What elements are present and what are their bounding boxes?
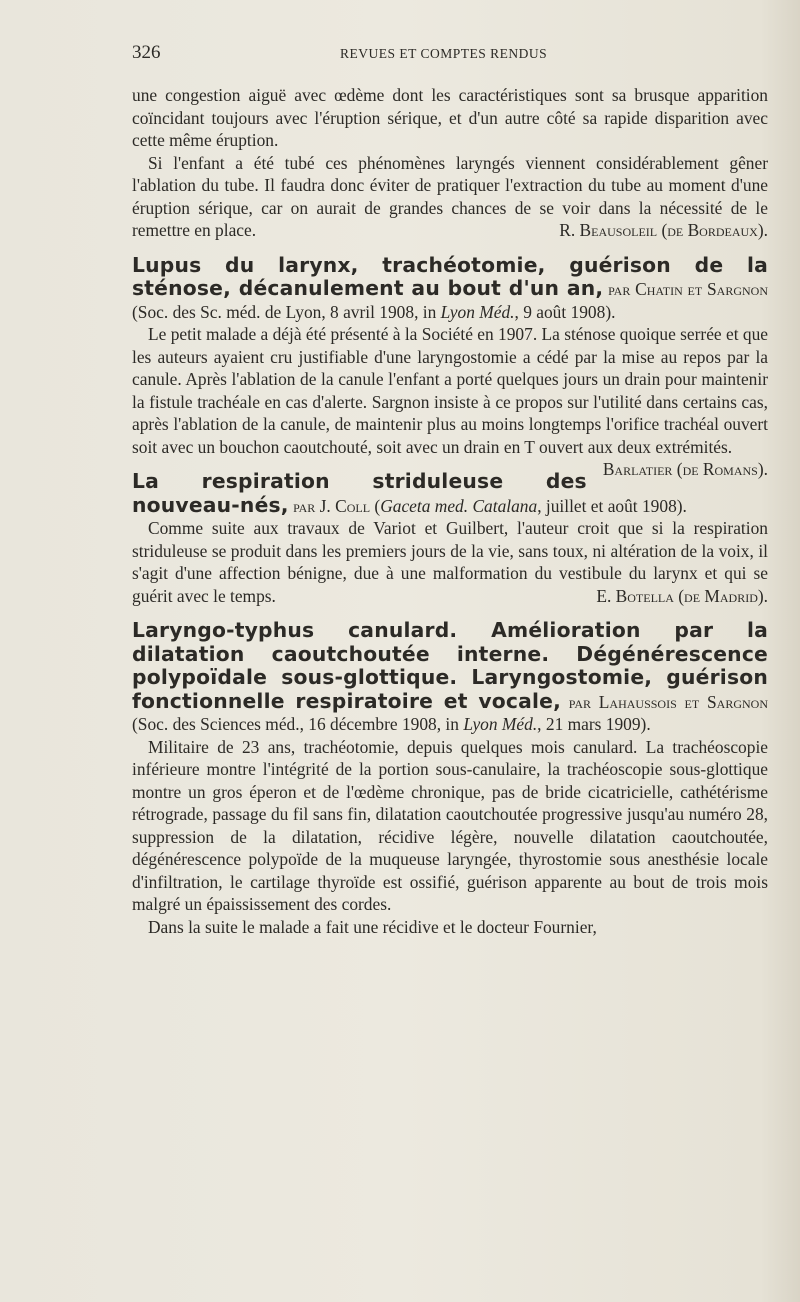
article-body-text: Le petit malade a déjà été présenté à la Société en 1907. La sténose quoique serrée et que les auteurs ayaient cru justifiable d'une laryngostomie a cédé par la mise au repos par la canule. Après l'ablation de la canule l'enfant a porté quelques jours un drain pour maintenir la fistule trachéale en cas d'alerte. Sargnon insiste à ce propos sur l'utilité dans certains cas, après l'ablation de la canule, de maintenir plus au moins longtemps l'orifice trachéal ouvert soit avec un bouchon caoutchouté, soit avec un drain en T ouvert aux deux extrémités. bbox=[132, 324, 768, 457]
article-source-pre: ( bbox=[374, 495, 381, 516]
article-body bbox=[132, 323, 768, 479]
intro-paragraph-1: une congestion aiguë avec œdème dont les caractéristiques sont sa brusque apparition coïncidant toujours avec l'éruption sérique, et d'un autre côté sa rapide disparition avec cette même éruption. bbox=[132, 85, 768, 150]
article-signature: E. Botella (de Madrid). bbox=[596, 585, 768, 606]
intro-paragraph-2 bbox=[132, 152, 768, 242]
article-body bbox=[132, 517, 768, 607]
article-source-post: , 21 mars 1909). bbox=[537, 714, 651, 734]
article-body: Militaire de 23 ans, trachéotomie, depuis quelques mois canulard. La trachéoscopie inférieure montre l'intégrité de la portion sous-canulaire, la trachéoscopie sous-glottique montre un gros éperon et de l'œdème chronique, pas de bride cicatricielle, cathétérisme rétrograde, passage du fil sans fin, dilatation caoutchoutée progressive jusqu'au numéro 28, suppression de la dilatation, récidive légère, nouvelle dilatation caoutchoutée, dégénérescence polypoïde de la muqueuse laryngée, thyrostomie sous anesthésie locale d'infiltration, le cartilage thyroïde est ossifié, guérison apparente au bout de trois mois malgré un épaississement des cordes. bbox=[132, 736, 768, 914]
article-source-journal: Lyon Méd. bbox=[463, 714, 538, 734]
article-source-post: , 9 août 1908). bbox=[514, 301, 616, 322]
article-title: La respiration striduleuse des nouveau-nés, bbox=[132, 469, 587, 517]
intro-paragraph-2-text: Si l'enfant a été tubé ces phénomènes laryngés viennent considérablement gêner l'ablation du tube. Il faudra donc éviter de pratiquer l'extraction du tube au moment d'une éruption sérique, car on aurait de grandes chances de se voir dans la nécessité de le remettre en place. bbox=[132, 152, 768, 240]
article-authors: par Lahaussois et Sargnon bbox=[568, 691, 768, 712]
page-header bbox=[132, 42, 768, 66]
article-heading bbox=[132, 619, 768, 736]
article-body-text: Comme suite aux travaux de Variot et Guilbert, l'auteur croit que si la respiration striduleuse se produit dans les premiers jours de la vie, sans toux, ni altération de la voix, il s'agit d'une affection bénigne, due à une malformation du vestibule du larynx et qui se guérit avec le temps. bbox=[132, 518, 768, 606]
page-number: 326 bbox=[132, 42, 161, 63]
article-title: Laryngo-typhus canulard. Amélioration par la dilatation caoutchoutée interne. Dégénérescence polypoïdale sous-glottique. Laryngostomie, guérison fonctionnelle respiratoire et vocale, bbox=[132, 618, 768, 713]
running-title: REVUES ET COMPTES RENDUS bbox=[340, 46, 548, 61]
article-source-post: , juillet et août 1908). bbox=[537, 495, 687, 516]
article-source-pre: (Soc. des Sciences méd., 16 décembre 1908, in bbox=[132, 714, 459, 734]
intro-signature: R. Beausoleil (de Bordeaux). bbox=[559, 220, 768, 240]
article-authors: par J. Coll bbox=[293, 495, 371, 516]
article-title: Lupus du larynx, trachéotomie, guérison de la sténose, décanulement au bout d'un an, bbox=[132, 252, 768, 300]
article-source-pre: (Soc. des Sc. méd. de Lyon, 8 avril 1908, in bbox=[132, 301, 437, 322]
article-authors: par Chatin et Sargnon bbox=[608, 279, 768, 299]
article-body-continued: Dans la suite le malade a fait une récidive et le docteur Fournier, bbox=[148, 916, 597, 937]
article-heading bbox=[132, 254, 768, 324]
article-source-journal: Gaceta med. Catalana bbox=[380, 495, 538, 516]
article-signature: Barlatier (de Romans). bbox=[602, 459, 768, 479]
article-source-journal: Lyon Méd. bbox=[440, 301, 515, 322]
page-body bbox=[132, 84, 768, 938]
